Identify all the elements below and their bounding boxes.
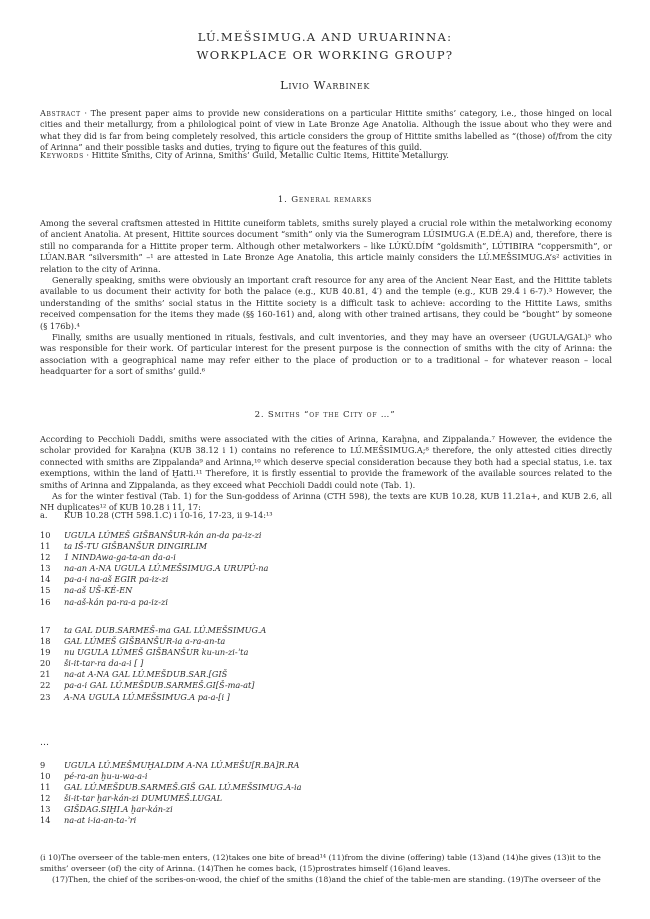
transliteration-line (40, 574, 460, 585)
line-text: pé-ra-an ḫu-u-wa-a-i (64, 771, 148, 782)
section-1-paragraph: Generally speaking, smiths were obviously an important craft resource for any area of the Ancient Near East, and the Hittite tablets available to us document their activity for both the palace (e.g., KUB 40.81, 4′) and the temple (e.g., KUB 29.4 i 6-7).³ However, the understanding of the smiths’ social status in the Hittite society is a difficult task to achieve: according to the Hittite Laws, smiths received compensation for the items they made (§§ 160-161) and, along with other trained artisans, they could be “bought” by someone (§ 176b).⁴ (40, 275, 612, 331)
line-text: ta IŠ-TU GIŠBANŠUR DINGIRLIM (64, 541, 208, 552)
text-a-source (40, 510, 460, 521)
line-text: GAL LÚMEŠ GIŠBANŠUR-ia a-ra-an-ta (64, 636, 226, 647)
transliteration-line (40, 658, 460, 669)
line-number: 14 (40, 574, 51, 585)
transliteration-line (40, 585, 460, 596)
abstract-label: Abstract (40, 108, 81, 118)
section-2-paragraph: According to Pecchioli Daddi, smiths were associated with the cities of Arinna, Karaḫna, and Zippalanda.⁷ However, the evidence the scholar provided for Karaḫna (KUB 38.12 i 1) contains no reference to LÚ.MEŠSIMUG.A;⁸ therefore, the only attested cities directly connected with smiths are Zippalanda⁹ and Arinna,¹⁰ which deserve special consideration because they both had a special status, i.e. tax exemptions, within the land of Ḫatti.¹¹ Therefore, it is firstly essential to provide the framework of the available sources related to the smiths of Arinna and Zippalanda, as they exceed what Pecchioli Daddi could note (Tab. 1). (40, 434, 612, 490)
transliteration-line (40, 647, 460, 658)
line-number: 9 (40, 760, 46, 770)
section-1-paragraph: Among the several craftsmen attested in Hittite cuneiform tablets, smiths surely played a crucial role within the metalworking economy of ancient Anatolia. At present, Hittite sources document “smith” only via the Sumerogram LÚSIMUG.A (E.DÉ.A) and, therefore, there is still no comparanda for a Hittite proper term. Although other metalworkers – like LÚKÙ.DÍM “goldsmith”, LÚTIBIRA “coppersmith”, or LÚAN.BAR “silversmith” –¹ are attested in Late Bronze Age Anatolia, this article mainly considers the LÚ.MEŠSIMUG.A’s² activities in relation to the city of Arinna. (40, 218, 612, 274)
transliteration-line (40, 804, 460, 815)
line-number: 22 (40, 680, 51, 691)
line-number: 16 (40, 596, 51, 607)
transliteration-line (40, 771, 460, 782)
transliteration-line (40, 793, 460, 804)
translation (40, 852, 612, 885)
line-text: pa-a-i na-aš EGIR pa-iz-zi (64, 574, 169, 585)
keywords (40, 150, 612, 161)
line-text: 1 NINDAwa-ga-ta-an da-a-i (64, 552, 176, 563)
line-text: ši-it-tar-ra da-a-i [ ] (64, 658, 144, 669)
transliteration-line (40, 541, 460, 552)
section-2-heading: 2. Smiths “of the City of …” (254, 410, 396, 420)
author-name: Livio Warbinek (280, 78, 370, 92)
line-number: 15 (40, 585, 51, 596)
transliteration-block-c (40, 760, 460, 782)
section-2-paragraph: As for the winter festival (Tab. 1) for the Sun-goddess of Arinna (CTH 598), the texts are KUB 10.28, KUB 11.21a+, and KUB 2.6, all NH duplicates¹² of KUB 10.28 i 11, 17: (40, 491, 612, 513)
transliteration-line (40, 636, 460, 647)
transliteration-line (40, 597, 460, 608)
line-number: 12 (40, 793, 51, 804)
abstract (40, 108, 612, 154)
line-text: UGULA LÚMEŠ GIŠBANŠUR-kán an-da pa-iz-zi (64, 530, 262, 540)
line-text: ši-it-tar ḫar-kán-zi DUMUMEŠ.LUGAL (64, 793, 223, 804)
line-number: 11 (40, 782, 51, 792)
line-text: pa-a-i GAL LÚ.MEŠDUB.SARMEŠ.GI[Š-ma-at] (64, 680, 255, 691)
transliteration-line (40, 563, 460, 574)
line-number: 17 (40, 625, 51, 635)
transliteration-line (40, 625, 460, 636)
line-number: 23 (40, 691, 51, 702)
line-number: 19 (40, 647, 51, 658)
line-text: UGULA LÚ.MEŠMUḪALDIM A-NA LÚ.MEŠU[R.BA]R.RA (64, 760, 300, 770)
omission-ellipsis: … (40, 738, 49, 748)
section-1-paragraph: Finally, smiths are usually mentioned in rituals, festivals, and cult inventories, and they may have an overseer (UGULA/GAL)⁵ who was responsible for their work. Of particular interest for the present purpose is the connection of smiths with the city of Arinna: the association with a geographical name may refer either to the place of production or to a traditional – for whatever reason – local headquarter for a sort of smiths’ guild.⁶ (40, 332, 612, 377)
section-1-heading: 1. General remarks (277, 195, 373, 205)
transliteration-line (40, 669, 460, 680)
line-text: nu UGULA LÚMEŠ GIŠBANŠUR ku-un-zi-ʾta (64, 647, 249, 658)
transliteration-line (40, 760, 460, 771)
line-number: 14 (40, 815, 51, 826)
translation-paragraph: (17)Then, the chief of the scribes-on-wood, the chief of the smiths (18)and the chief of the table-men are standing. (19)The overseer of the (52, 875, 601, 884)
line-text: GAL LÚ.MEŠDUB.SARMEŠ.GIŠ GAL LÚ.MEŠSIMUG.A-ia (64, 782, 302, 792)
transliteration-line (40, 782, 460, 793)
line-number: 18 (40, 636, 51, 647)
transliteration-line (40, 530, 460, 541)
paper-title-line-1: LÚ.MEŠSIMUG.A AND URUARINNA: (197, 30, 453, 44)
keywords-label: Keywords (40, 150, 84, 160)
transliteration-line (40, 692, 460, 703)
keywords-text: · Hittite Smiths, City of Arinna, Smiths’ Guild, Metallic Cultic Items, Hittite Metallurgy. (86, 150, 449, 160)
line-text: na-at i-ia-an-ta-ʾri (64, 815, 137, 826)
line-text: ta GAL DUB.SARMEŠ-ma GAL LÚ.MEŠSIMUG.A (64, 625, 267, 635)
line-number: 20 (40, 658, 51, 669)
line-number: 21 (40, 669, 51, 680)
transliteration-block-b (40, 625, 460, 703)
line-text: na-aš-kán pa-ra-a pa-iz-zi (64, 596, 168, 607)
line-number: 10 (40, 771, 51, 782)
text-a-source-line: a. KUB 10.28 (CTH 598.1.C) i 10-16, 17-23, ii 9-14:¹³ (40, 510, 273, 520)
paper-title-line-2: WORKPLACE OR WORKING GROUP? (196, 48, 454, 62)
line-text: na-an A-NA UGULA LÚ.MEŠSIMUG.A URUPÚ-na (64, 563, 269, 574)
translation-paragraph: (i 10)The overseer of the table-men enters, (12)takes one bite of bread¹⁴ (11)from the divine (offering) table (13)and (14)he gives (13)it to the smiths’ overseer (of) the city of Arinna. (14)Then he comes back, (15)prostrates himself (16)and leaves. (40, 853, 601, 873)
line-text: na-aš UŠ-KÉ-EN (64, 585, 133, 596)
section-1-body (40, 218, 612, 378)
transliteration-line (40, 552, 460, 563)
line-number: 11 (40, 541, 51, 552)
transliteration-block-a (40, 530, 460, 608)
line-number: 13 (40, 563, 51, 574)
line-text: GIŠDAG.SIḪI.A ḫar-kán-zi (64, 804, 173, 815)
transliteration-line (40, 680, 460, 691)
line-text: na-at A-NA GAL LÚ.MEŠDUB.SAR.[GIŠ (64, 669, 228, 680)
section-2-body (40, 434, 612, 514)
line-text: A-NA UGULA LÚ.MEŠSIMUG.A pa-a-[i ] (64, 691, 230, 702)
line-number: 13 (40, 804, 51, 815)
transliteration-line (40, 815, 460, 826)
line-number: 10 (40, 530, 51, 540)
transliteration-block-d (40, 782, 460, 826)
line-number: 12 (40, 552, 51, 563)
abstract-text: · The present paper aims to provide new considerations on a particular Hittite smiths’ category, i.e., those hinged on local cities and their metallurgy, from a philological point of view in Late Bronze Age Anatolia. Although the issue about who they were and what they did is far from being completely resolved, this article considers the group of Hittite smiths labelled as “(those) of/from the city of Arinna” and their possible tasks and duties, trying to figure out the features of this guild. (40, 108, 612, 153)
